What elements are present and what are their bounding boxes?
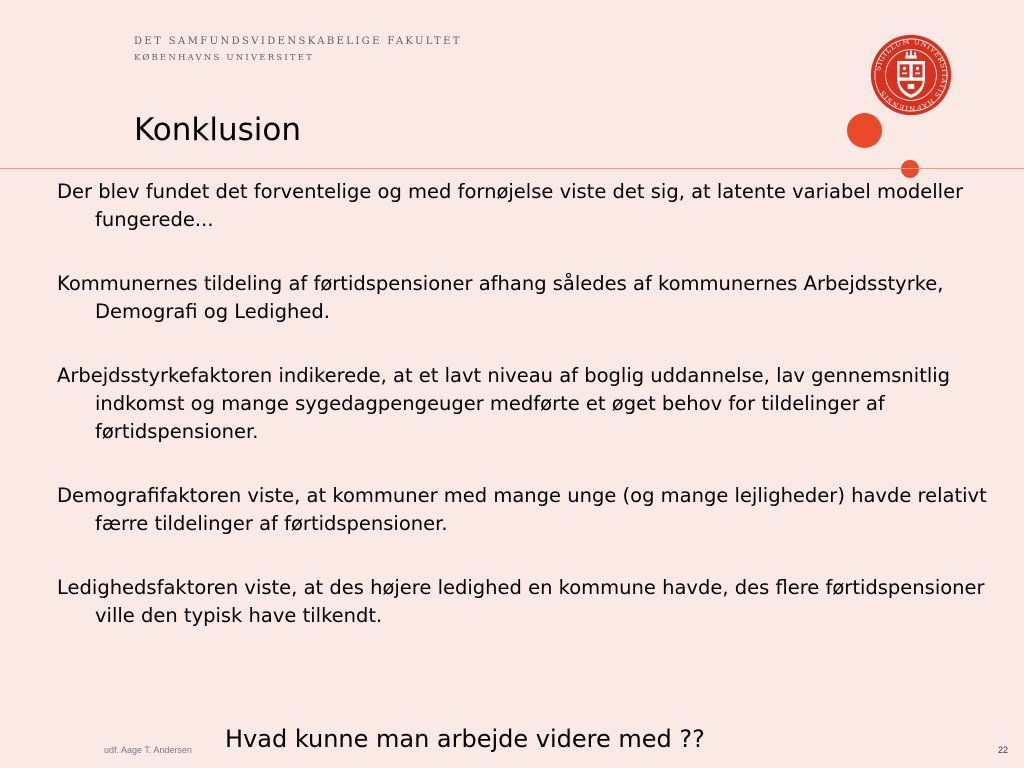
seal-text: SIGILLUM UNIVERSITATIS HAFNIENSIS	[874, 37, 949, 113]
university-seal-icon	[870, 34, 952, 116]
title-divider	[0, 168, 1024, 169]
conclusion-item: Kommunernes tildeling af førtidspensioner afhang således af kommunernes Arbejdsstyrke, Demografi og Ledighed.	[57, 272, 944, 323]
decorative-dot-large	[847, 113, 882, 148]
conclusion-item: Demografifaktoren viste, at kommuner med mange unge (og mange lejligheder) havde relativt færre tildelinger af førtidspensioner.	[57, 484, 987, 535]
conclusion-item: Der blev fundet det forventelige og med fornøjelse viste det sig, at latente variabel modeller fungerede...	[57, 180, 964, 231]
conclusion-list	[57, 178, 1007, 666]
faculty-header	[134, 34, 462, 66]
page-number: 22	[998, 745, 1009, 755]
slide-title: Konklusion	[134, 112, 301, 148]
footer-author: udf. Aage T. Andersen	[104, 745, 192, 755]
further-work-question: Hvad kunne man arbejde videre med ??	[225, 725, 705, 753]
university-name: KØBENHAVNS UNIVERSITET	[134, 53, 315, 63]
faculty-name: DET SAMFUNDSVIDENSKABELIGE FAKULTET	[134, 36, 462, 47]
conclusion-item: Arbejdsstyrkefaktoren indikerede, at et lavt niveau af boglig uddannelse, lav gennemsnitlig indkomst og mange sygedagpengeuger medførte et øget behov for tildelinger af førtidspensioner.	[57, 364, 951, 443]
decorative-dot-small	[901, 160, 919, 178]
conclusion-item: Ledighedsfaktoren viste, at des højere ledighed en kommune havde, des flere førtidspensioner ville den typisk have tilkendt.	[57, 576, 985, 627]
